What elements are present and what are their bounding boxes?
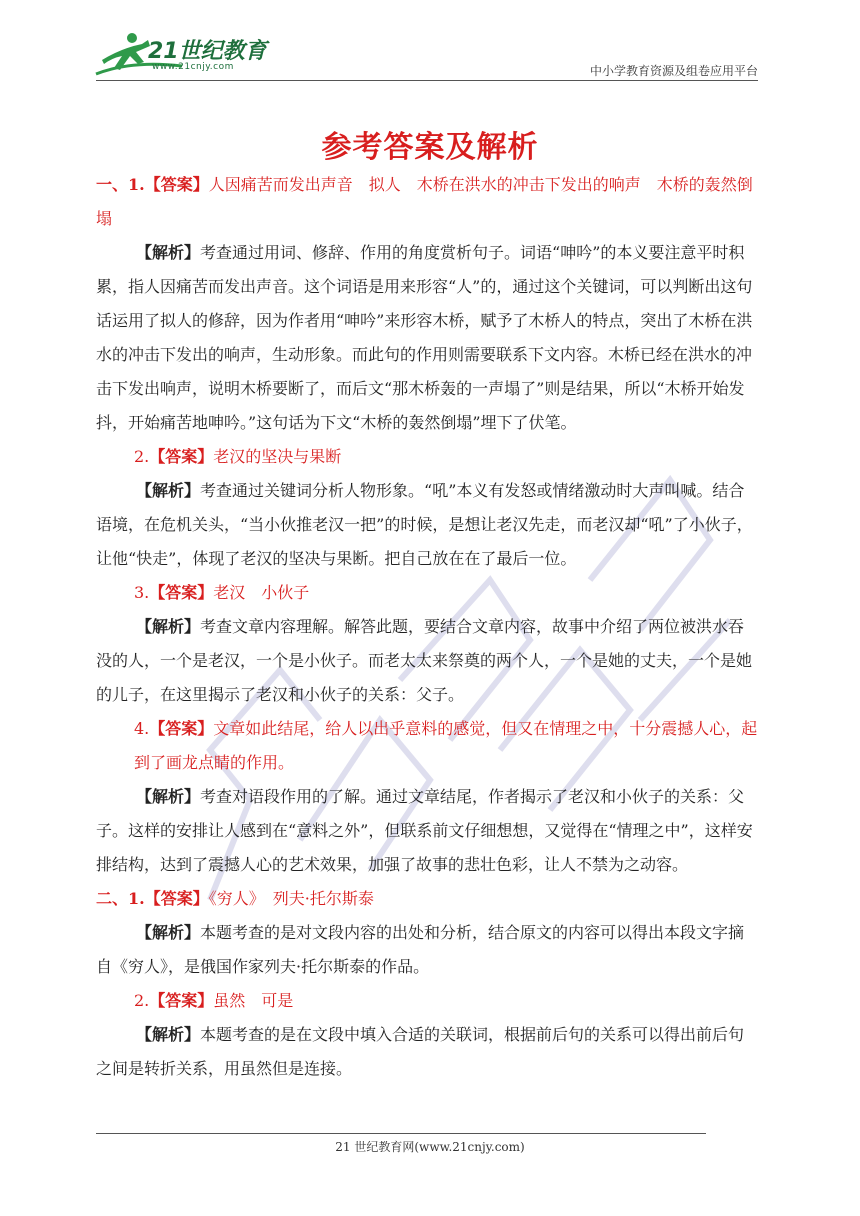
answer-tag: 【答案】: [149, 719, 214, 738]
s1-q1-analysis: [96, 236, 760, 440]
s1-q4-analysis: [96, 780, 760, 882]
analysis-tag: 【解析】: [136, 481, 201, 500]
answer-tag: 【答案】: [144, 889, 209, 908]
analysis-tag: 【解析】: [136, 1025, 201, 1044]
logo-text: 21世纪教育: [148, 39, 267, 64]
analysis-tag: 【解析】: [136, 243, 201, 262]
analysis-text: 本题考查的是在文段中填入合适的关联词，根据前后句的关系可以得出前后句之间是转折关系，用虽然但是连接。: [96, 1025, 745, 1078]
s2-q1-answer-line: [96, 882, 760, 916]
answer-text: 虽然 可是: [213, 991, 294, 1010]
s2-q2-analysis: [96, 1018, 760, 1086]
s1-q1-answer-line: [96, 168, 760, 236]
header-divider: [96, 80, 758, 81]
analysis-text: 考查通过用词、修辞、作用的角度赏析句子。词语“呻吟”的本义要注意平时积累，指人因痛苦而发出声音。这个词语是用来形容“人”的，通过这个关键词，可以判断出这句话运用了拟人的修辞，因为作者用“呻吟”来形容木桥，赋予了木桥人的特点，突出了木桥在洪水的冲击下发出的响声，生动形象。而此句的作用则需要联系下文内容。木桥已经在洪水的冲击下发出响声，说明木桥要断了，而后文“那木桥轰的一声塌了”则是结果，所以“木桥开始发抖，开始痛苦地呻吟。”这句话为下文“木桥的轰然倒塌”埋下了伏笔。: [96, 243, 753, 432]
s1-q3-analysis: [96, 610, 760, 712]
answer-text: 老汉的坚决与果断: [213, 447, 342, 466]
footer-text: 21 世纪教育网(www.21cnjy.com): [335, 1140, 525, 1154]
s2-q2-answer-line: [96, 984, 760, 1018]
question-number: 3.: [134, 583, 150, 602]
answer-text: 文章如此结尾，给人以出乎意料的感觉，但又在情理之中，十分震撼人心，起到了画龙点睛的作用。: [134, 719, 758, 772]
question-number: 一、1.: [96, 175, 145, 194]
analysis-tag: 【解析】: [136, 923, 201, 942]
answer-content: [96, 168, 760, 1086]
analysis-text: 考查对语段作用的了解。通过文章结尾，作者揭示了老汉和小伙子的关系：父子。这样的安排让人感到在“意料之外”，但联系前文仔细想想，又觉得在“情理之中”，这样安排结构，达到了震撼人心的艺术效果，加强了故事的悲壮色彩，让人不禁为之动容。: [96, 787, 753, 874]
s1-q2-analysis: [96, 474, 760, 576]
footer-divider: [96, 1133, 706, 1134]
analysis-text: 考查文章内容理解。解答此题，要结合文章内容，故事中介绍了两位被洪水吞没的人，一个是老汉，一个是小伙子。而老太太来祭奠的两个人，一个是她的丈夫，一个是她的儿子，在这里揭示了老汉和小伙子的关系：父子。: [96, 617, 753, 704]
answer-tag: 【答案】: [149, 991, 214, 1010]
platform-name: 中小学教育资源及组卷应用平台: [589, 64, 758, 78]
answer-text: 老汉 小伙子: [213, 583, 310, 602]
answer-tag: 【答案】: [144, 175, 209, 194]
s1-q3-answer-line: [96, 576, 760, 610]
analysis-text: 本题考查的是对文段内容的出处和分析，结合原文的内容可以得出本段文字摘自《穷人》，是俄国作家列夫·托尔斯泰的作品。: [96, 923, 745, 976]
analysis-tag: 【解析】: [136, 787, 201, 806]
s2-q1-analysis: [96, 916, 760, 984]
question-number: 2.: [134, 991, 150, 1010]
analysis-tag: 【解析】: [136, 617, 201, 636]
answer-text: 人因痛苦而发出声音 拟人 木桥在洪水的冲击下发出的响声 木桥的轰然倒塌: [96, 175, 753, 228]
answer-tag: 【答案】: [149, 583, 214, 602]
logo-url: www.21cnjy.com: [152, 62, 234, 72]
answer-text: 《穷人》 列夫·托尔斯泰: [208, 889, 374, 908]
s1-q4-answer-line: [96, 712, 760, 780]
page-title: 参考答案及解析: [321, 130, 539, 165]
question-number: 2.: [134, 447, 150, 466]
answer-tag: 【答案】: [149, 447, 214, 466]
question-number: 二、1.: [96, 889, 145, 908]
s1-q2-answer-line: [96, 440, 760, 474]
analysis-text: 考查通过关键词分析人物形象。“吼”本义有发怒或情绪激动时大声叫喊。结合语境，在危机关头，“当小伙推老汉一把”的时候，是想让老汉先走，而老汉却“吼”了小伙子，让他“快走”，体现了老汉的坚决与果断。把自己放在在了最后一位。: [96, 481, 753, 568]
question-number: 4.: [134, 719, 150, 738]
